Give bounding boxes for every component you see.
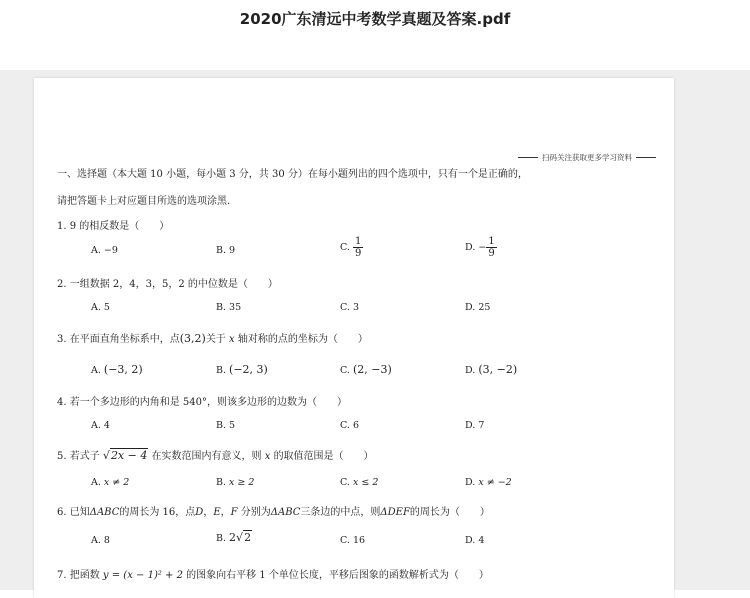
q2-option-a: A. 5 [91, 302, 110, 313]
q1-option-d [465, 236, 497, 259]
stem-text: 7. 把函数 [57, 570, 100, 581]
coefficient: 2 [229, 531, 237, 544]
option-label: D. [465, 477, 476, 488]
option-label: A. [91, 245, 101, 256]
fraction [486, 236, 496, 259]
option-value: x ≥ 2 [229, 477, 255, 488]
square-root [103, 449, 148, 462]
numerator: 1 [354, 236, 362, 247]
question-3-stem [57, 330, 368, 345]
math-function: y = (x − 1)² + 2 [102, 570, 183, 581]
option-value: x ≠ 2 [103, 477, 130, 488]
stem-text: ， [203, 507, 214, 518]
square-root [236, 531, 252, 544]
radical-sign-icon: √ [236, 531, 244, 544]
q2-option-d: D. 25 [465, 302, 491, 313]
option-value: (3, −2) [478, 363, 518, 376]
math-point: (3,2) [179, 332, 206, 345]
q4-option-d: D. 7 [465, 420, 485, 431]
q4-option-b: B. 5 [216, 420, 236, 431]
option-label: D. [465, 242, 476, 253]
q3-option-a [91, 363, 143, 376]
denominator: 9 [488, 248, 495, 259]
q3-option-b [216, 363, 268, 376]
option-label: A. [91, 477, 101, 488]
radicand: 2x − 4 [110, 449, 148, 462]
question-7-stem [57, 566, 489, 581]
q2-option-c: C. 3 [340, 302, 360, 313]
watermark-text: 扫码关注获取更多学习资料 [542, 153, 632, 162]
watermark-left-rule [518, 157, 538, 158]
option-label: B. [216, 477, 227, 488]
option-label: B. [216, 533, 227, 544]
math-point: F [230, 507, 238, 518]
stem-text: 在实数范围内有意义，则 [151, 451, 262, 462]
option-value: (−3, 2) [103, 363, 143, 376]
q6-option-d: D. 4 [465, 535, 485, 546]
q5-option-b [216, 477, 254, 488]
stem-text: 6. 已知 [57, 507, 90, 518]
math-triangle: ΔABC [270, 507, 301, 518]
math-variable: x [229, 334, 235, 345]
q1-option-b [216, 245, 235, 256]
q4-option-c: C. 6 [340, 420, 360, 431]
stem-text: 5. 若式子 [57, 451, 100, 462]
math-triangle: ΔDEF [380, 507, 410, 518]
q2-option-b: B. 35 [216, 302, 242, 313]
minus-sign: − [478, 242, 487, 253]
q3-option-c [340, 363, 392, 376]
stem-text: 的图象向右平移 1 个单位长度，平移后图象的函数解析式为（ ） [186, 570, 489, 581]
section-intro-line1: 一、选择题（本大题 10 小题，每小题 3 分，共 30 分）在每小题列出的四个选项中，只有一个是正确的， [57, 169, 528, 180]
stem-text: 3. 在平面直角坐标系中，点 [57, 334, 180, 345]
question-5-stem [57, 447, 374, 462]
math-variable: x [264, 451, 271, 462]
stem-text: 关于 [205, 334, 226, 345]
option-value: −9 [103, 245, 118, 256]
question-2-stem: 2. 一组数据 2，4，3，5，2 的中位数是（ ） [57, 279, 278, 290]
question-4-stem: 4. 若一个多边形的内角和是 540°，则该多边形的边数为（ ） [57, 397, 347, 408]
q1-option-a [91, 245, 118, 256]
question-6-stem [57, 503, 490, 518]
option-label: A. [91, 365, 101, 376]
option-label: B. [216, 365, 227, 376]
question-1-stem: 1. 9 的相反数是（ ） [57, 221, 170, 232]
option-label: B. [216, 245, 227, 256]
math-point: E [213, 507, 221, 518]
option-label: C. [340, 365, 350, 376]
document-title: 2020广东清远中考数学真题及答案.pdf [239, 10, 511, 28]
option-label: C. [340, 477, 350, 488]
q4-option-a: A. 4 [91, 420, 110, 431]
option-label: D. [465, 365, 476, 376]
option-label: C. [340, 242, 350, 253]
radicand: 2 [244, 531, 252, 544]
numerator: 1 [488, 236, 495, 247]
section-intro-line2: 请把答题卡上对应题目所选的选项涂黑. [57, 196, 231, 207]
option-value: (−2, 3) [229, 363, 268, 376]
stem-text: 三条边的中点，则 [300, 507, 381, 518]
q6-option-b [216, 531, 252, 544]
math-triangle: ΔABC [89, 507, 120, 518]
q3-option-d [465, 363, 517, 376]
q1-option-c [340, 236, 363, 259]
stem-text: 分别为 [240, 507, 271, 518]
q5-option-a [91, 477, 129, 488]
stem-text: 的周长为 16，点 [119, 507, 196, 518]
fraction [353, 236, 363, 259]
math-point: D [195, 507, 204, 518]
stem-text: 的周长为（ ） [409, 507, 490, 518]
title-bar [0, 0, 750, 70]
watermark-right-rule [636, 157, 656, 158]
option-value: x ≤ 2 [352, 477, 379, 488]
option-value: 9 [229, 245, 236, 256]
denominator: 9 [354, 248, 362, 259]
q5-option-c [340, 477, 378, 488]
watermark [518, 152, 656, 163]
option-value: x ≠ −2 [478, 477, 512, 488]
stem-text: ， [220, 507, 231, 518]
stem-text: 的取值范围是（ ） [273, 451, 374, 462]
radical-sign-icon: √ [102, 449, 110, 462]
stem-text: 轴对称的点的坐标为（ ） [237, 334, 368, 345]
q6-option-c: C. 16 [340, 535, 366, 546]
q5-option-d [465, 477, 512, 488]
q6-option-a: A. 8 [91, 535, 110, 546]
option-value: (2, −3) [352, 363, 392, 376]
